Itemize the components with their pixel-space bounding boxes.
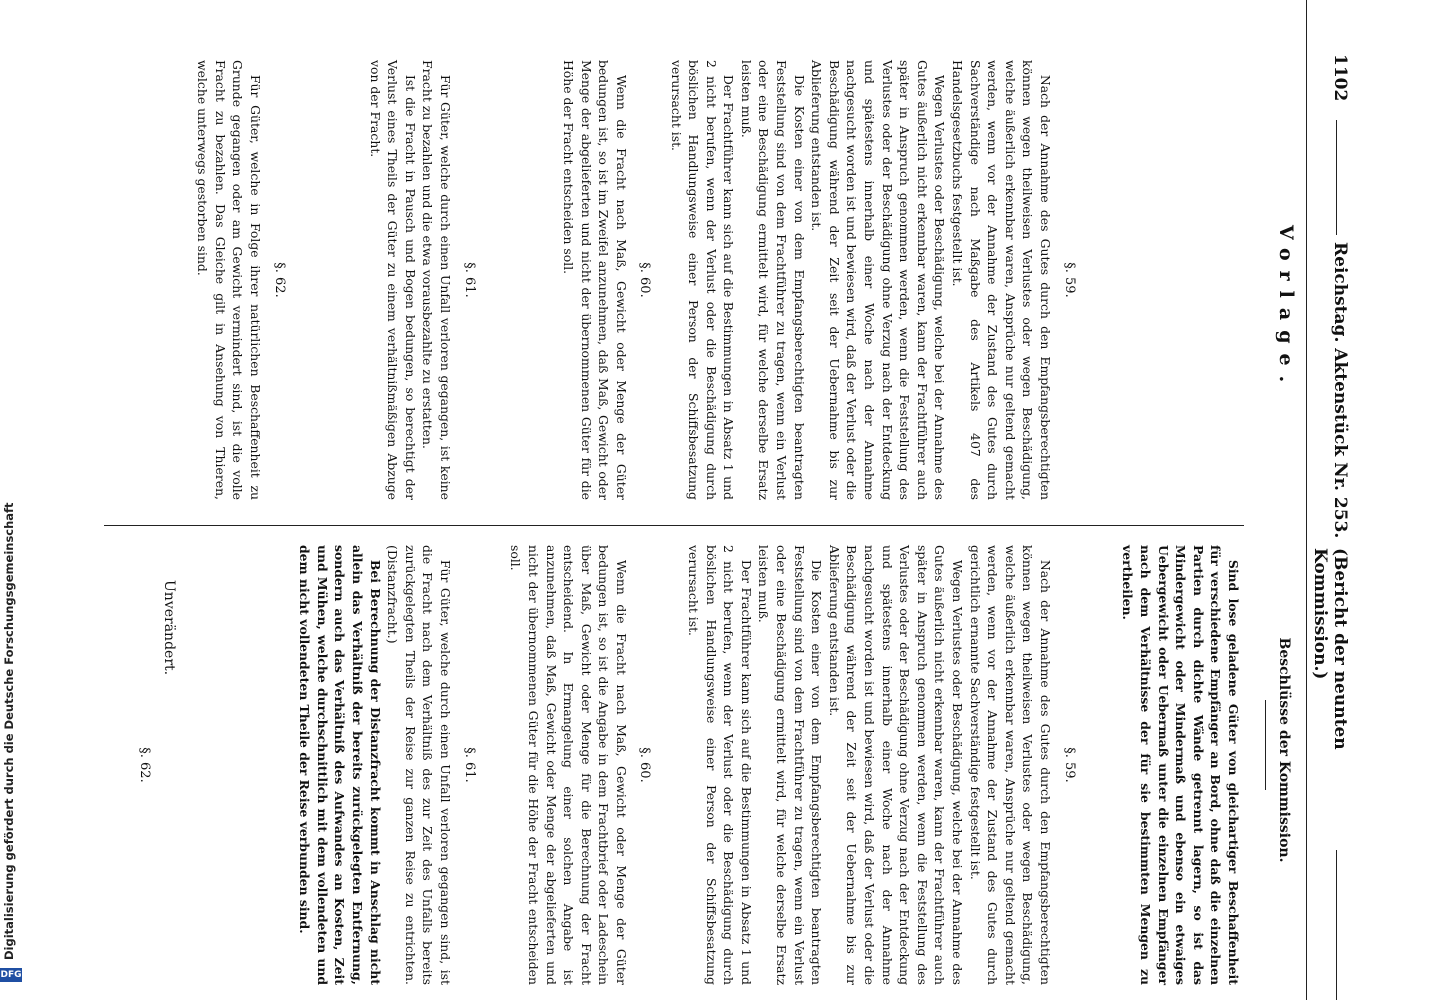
right-unchanged: Unverändert.	[161, 580, 177, 676]
right-title-rule	[1265, 700, 1266, 790]
header-rule-left	[1336, 120, 1337, 235]
header-rule-right	[1336, 850, 1337, 1000]
left-s60-p1: Wenn die Fracht nach Maß, Gewicht oder Menge der Güter bedungen ist, so ist im Zweifel anzunehmen, daß Maß, Gewicht oder Menge der abgelieferten und nicht der übernommenen Güter für die Höhe der Fracht entscheiden soll.	[561, 60, 629, 500]
right-s60-p1: Wenn die Fracht nach Maß, Gewicht oder Menge der Güter bedungen ist, so ist die Angabe in dem Frachtbrief oder Ladeschein über Maß, Gewicht oder Menge für die Berechnung der Fracht entscheidend. In Ermangelung einer solchen Angabe ist anzunehmen, daß Maß, Gewicht oder Menge der abgelieferten und nicht der übernommenen Güter für die Höhe der Fracht entscheiden soll.	[508, 545, 629, 985]
page-number: 1102	[1330, 54, 1350, 102]
header-underline	[1306, 0, 1307, 1000]
right-column-title: Beschlüsse der Kommission.	[1276, 637, 1292, 863]
left-s59-p4: Der Frachtführer kann sich auf die Bestimmungen in Absatz 1 und 2 nicht berufen, wenn der Verlust oder die Beschädigung durch böslichen Handlungsweise einer Person der Schiffsbesatzung verursacht ist.	[668, 60, 737, 500]
right-s61-p1: Für Güter, welche durch einen Unfall verloren gegangen sind, ist die Fracht nach dem Verhältniß des zur Zeit des Unfalls bereits zurückgelegten Theils der Reise zur ganzen Reise zu entrichten. (Distanzfracht.)	[385, 545, 453, 985]
column-separator	[104, 525, 1244, 526]
left-s62-text	[194, 60, 264, 500]
right-s59-label: §. 59.	[1062, 747, 1077, 783]
left-s61-text	[366, 60, 454, 500]
right-s59-p2: Wegen Verlustes oder Beschädigung, welche bei der Annahme des Gutes äußerlich nicht erkennbar waren, kann der Frachtführer auch später in Anspruch genommen werden, wenn die Feststellung des Verlustes oder der Beschädigung ohne Verzug nach der Entdeckung und spätestens innerhalb einer Woche nach der Annahme nachgesucht worden ist und bewiesen wird, daß der Verlust oder die Beschädigung während der Zeit seit der Uebernahme bis zur Ablieferung entstanden ist.	[826, 545, 966, 985]
right-s61-text	[296, 545, 454, 985]
left-s60-text	[560, 60, 630, 500]
left-s62-p1: Für Güter, welche in Folge ihrer natürlichen Beschaffenheit zu Grunde gegangen oder am Gewicht vermindert sind, ist die volle Fracht zu bezahlen. Das Gleiche gilt in Ansehung von Thieren, welche unterwegs gestorben sind.	[195, 60, 263, 500]
left-s59-text	[667, 60, 1054, 500]
left-s61-p2: Ist die Fracht in Pausch und Bogen bedungen, so berechtigt der Verlust eines Theils der Güter zu einem verhältnißmäßigen Abzuge von der Fracht.	[367, 60, 418, 500]
right-intro-p: Sind lose geladene Güter von gleichartiger Beschaffenheit für verschiedene Empfänger an Bord, ohne daß die einzelnen Partien durch dichte Wände getrennt lagern, so ist das Mindergewicht oder Mindermaß und ebenso ein etwaiges Uebergewicht oder Uebermaß unter die einzelnen Empfänger nach dem Verhältnisse der für sie bestimmten Mengen zu vertheilen.	[1120, 545, 1241, 985]
left-s61-p1: Für Güter, welche durch einen Unfall verloren gegangen, ist keine Fracht zu bezahlen und die etwa vorausbezahlte zu erstatten.	[420, 60, 453, 500]
right-s59-p3: Die Kosten einer von dem Empfangsberechtigten beantragten Feststellung sind von dem Frachtführer zu tragen, wenn ein Verlust oder eine Beschädigung ermittelt wird, für welche derselbe Ersatz leisten muß.	[756, 545, 825, 985]
left-s59-p3: Die Kosten einer von dem Empfangsberechtigten beantragten Feststellung sind von dem Frachtführer zu tragen, wenn ein Verlust oder eine Beschädigung ermittelt wird, für welche derselbe Ersatz leisten muß.	[738, 60, 807, 500]
left-s59-p1: Nach der Annahme des Gutes durch den Empfangsberechtigten können wegen theilweisen Verlustes oder wegen Beschädigung, welche äußerlich erkennbar waren, Ansprüche nur geltend gemacht werden, wenn vor der Annahme der Zustand des Gutes durch Sachverständige nach Maßgabe des Artikels 407 des Handelsgesetzbuchs festgestellt ist.	[950, 60, 1053, 500]
right-s61-label: §. 61.	[462, 747, 477, 783]
header-center: Reichstag. Aktenstück Nr. 253.	[1330, 242, 1350, 539]
header-right: (Bericht der neunten Kommission.)	[1310, 548, 1350, 750]
right-s60-label: §. 60.	[637, 747, 652, 783]
right-s59-p1: Nach der Annahme des Gutes durch den Empfangsberechtigten können wegen theilweisen Verlustes oder wegen Beschädigung, welche äußerlich erkennbar waren, Ansprüche nur geltend gemacht werden, wenn vor der Annahme der Zustand des Gutes durch gerichtlich ernannte Sachverständige festgestellt ist.	[967, 545, 1053, 985]
left-s59-label: §. 59.	[1062, 262, 1077, 298]
left-s60-label: §. 60.	[637, 262, 652, 298]
right-s61-p2: Bei Berechnung der Distanzfracht kommt in Anschlag nicht allein das Verhältniß der bereits zurückgelegten Entfernung, sondern auch das Verhältniß des Aufwandes an Kosten, Zeit und Mühen, welche durchschnittlich mit dem vollendeten und dem nicht vollendeten Theile der Reise verbunden sind.	[297, 545, 383, 985]
left-s59-p2: Wegen Verlustes oder Beschädigung, welche bei der Annahme des Gutes äußerlich nicht erkennbar waren, kann der Frachtführer auch später in Anspruch genommen werden, wenn die Feststellung des Verlustes oder der Beschädigung ohne Verzug nach der Entdeckung und spätestens innerhalb einer Woche nach der Annahme nachgesucht worden ist und bewiesen wird, daß der Verlust oder die Beschädigung während der Zeit seit der Uebernahme bis zur Ablieferung entstanden ist.	[809, 60, 948, 500]
right-s59-text	[685, 545, 1054, 985]
right-intro	[1119, 545, 1242, 985]
left-s62-label: §. 62.	[272, 262, 287, 298]
right-s60-text	[507, 545, 630, 985]
right-s59-p4: Der Frachtführer kann sich auf die Bestimmungen in Absatz 1 und 2 nicht berufen, wenn der Verlust oder die Beschädigung durch böslichen Handlungsweise einer Person der Schiffsbesatzung verursacht ist.	[686, 545, 754, 985]
right-s62-label: §. 62.	[137, 747, 152, 783]
dfg-logo: DFG	[0, 970, 22, 980]
left-column-title: Vorlage.	[1275, 225, 1297, 393]
left-s61-label: §. 61.	[462, 262, 477, 298]
footer-text: Digitalisierung gefördert durch die Deutsche Forschungsgemeinschaft	[2, 502, 16, 960]
